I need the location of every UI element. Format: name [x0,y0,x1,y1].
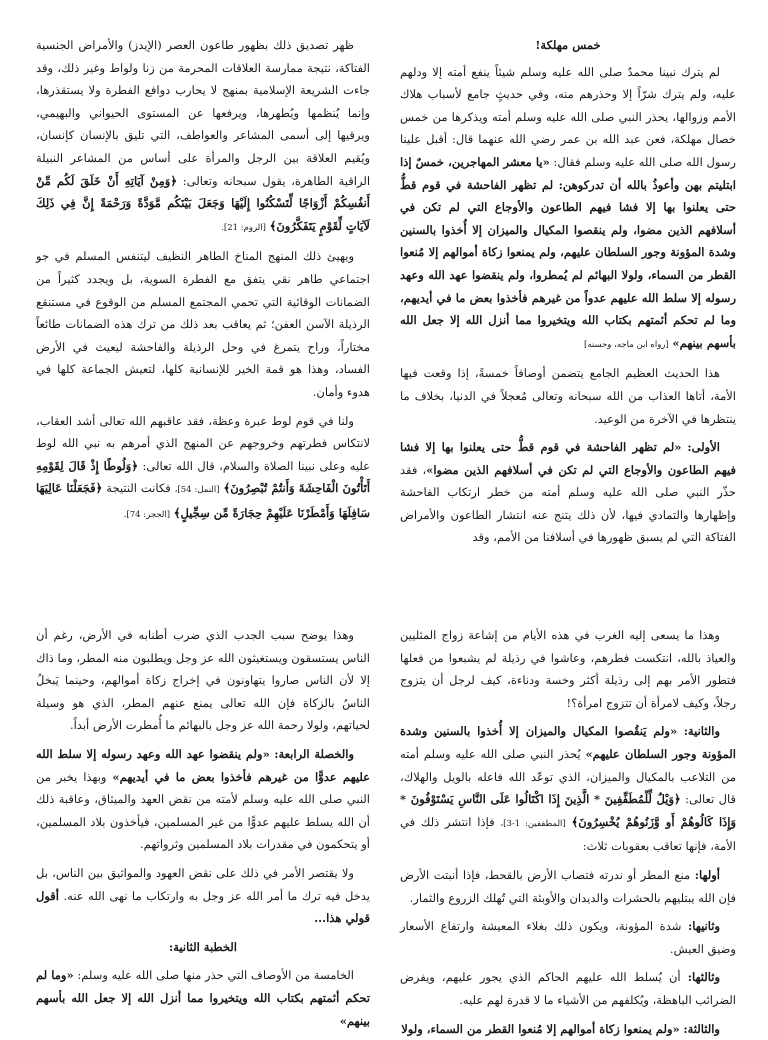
paragraph: هذا الحديث العظيم الجامع يتضمن أوصافاً خمسةً، إذا وقعت فيها الأمة، أتاها العذاب من الله سبحانه وتعالى مُعجلاً في الدنيا، بخلاف ما ينتظرها في الآخرة من الوعيد. [400,362,736,430]
paragraph-text: وبهذا يخبر من النبي صلى الله عليه وسلم لأمته من نقض العهد والميثاق، وعاقبة ذلك أن الله يسلط عليهم عدوًّا من غير المسلمين، فيأخذون بلاد المسلمين، أو يتحكمون في مقدرات بلاد المسلمين وثرواتهم. [36,770,370,852]
quran-verse: ﴿وَمِنْ آيَاتِهِ أَنْ خَلَقَ لَكُم مِّنْ أَنفُسِكُمْ أَزْوَاجًا لِّتَسْكُنُوا إِلَيْهَا وَجَعَلَ بَيْنَكُم مَّوَدَّةً وَرَحْمَةً إِنَّ فِي ذَلِكَ لَآيَاتٍ لِّقَوْمٍ يَتَفَكَّرُونَ﴾ [36,174,370,233]
paragraph-text: الخامسة من الأوصاف التي حذر منها صلى الله عليه وسلم: [77,968,354,982]
hadith-text: «يا معشر المهاجرين، خمسٌ إذا ابتليتم بهن وأعوذُ بالله أن تدركوهن: لم تظهر الفاحشة في قوم قطُّ حتى يعلنوا بها إلا فشا فيهم الطاعون والأوجاع التي لم تكن في أسلافهم الذين مضوا، ولم ينقصوا المكيال والميزان إلا أُخذوا بالسنين وشدة المؤونة وجور السلطان عليهم، ولم يمنعوا زكاة أموالهم إلا مُنعوا القطر من السماء، ولولا البهائم لم يُمطروا، ولم ينقضوا عهد الله وعهد رسوله إلا سلط الله عليهم عدواً من غيرهم فأخذوا بعض ما في أيديهم، وما لم تحكم أئمتهم بكتاب الله ويتخيروا مما أنزل الله إلا جعل الله بأسهم بينهم» [400,155,736,350]
reference: [الروم: 21]. [221,223,266,233]
reference: [رواه ابن ماجه، وحسنه] [584,340,669,350]
paragraph-text: لم يترك نبينا محمدٌ صلى الله عليه وسلم شيئاً ينفع أمته إلا ودلهم عليه، ولم يترك شرّاً إلا وحذرهم منه، وفي حديثٍ جامع لأسباب هلاك الأمم وزوالها، يحذر النبي صلى الله عليه وسلم أمته ويذكرها من خمس خصال مهلكة، فعن عبد الله بن عمر رضي الله عنهما قال: أقبل علينا رسول الله صلى الله عليه وسلم فقال: [400,65,736,169]
hadith-text: «لم تظهر الفاحشة في قوم قطُّ حتى يعلنوا بها إلا فشا فيهم الطاعون والأوجاع التي لم تكن في أسلافهم الذين مضوا» [400,440,736,477]
paragraph [400,61,736,357]
closing-phrase: أقول قولي هذا... [36,889,370,926]
paragraph-text: منع المطر أو ندرته فتصاب الأرض بالقحط، فإذا أنبتت الأرض فإن الله يبتليهم بالحشرات والديدان والأوبئة التي تُهلك الزروع والثمار. [400,868,736,905]
paragraph-text: ظهر تصديق ذلك بظهور طاعون العصر (الإيدز) والأمراض الجنسية الفتاكة، نتيجة ممارسة العلاقات المحرمة من زنا ولواط وغير ذلك، وقد جاءت الشريعة الإسلامية بمنهج لا يحارب دوافع الفطرة ولا يستقذرها، وإنما يُنظمها ويُطهرها، ويرفعها عن المستوى الحيواني والبهيمي، ويرقيها إلى أسمى المشاعر والعواطف، التي تليق بالإنسان كإنسان، ويُقيم العلاقة بين الرجل والمرأة على أساس من المشاعر النبيلة الراقية الطاهرة، يقول سبحانه وتعالى: [36,38,370,188]
paragraph-text: شدة المؤونة، ويكون ذلك بغلاء المعيشة وارتفاع الأسعار وضيق العيش. [400,919,736,956]
point-label: الأولى: [687,440,720,454]
paragraph-text: ولنا في قوم لوط عبرة وعظة، فقد عاقبهم الله تعالى أشد العقاب، لانتكاس فطرتهم وخروجهم عن المنهج الذي أمرهم به نبي الله لوط عليه وعلى نبينا الصلاة والسلام، قال الله تعالى: [36,414,370,473]
point-label: والخصلة الرابعة: [274,747,354,761]
hadith-text: «وما لم تحكم أئمتهم بكتاب الله ويتخيروا مما أنزل الله إلا جعل الله بأسهم بينهم» [36,968,370,1027]
paragraph [36,34,370,239]
quran-verse: ﴿وَيْلٌ لِّلْمُطَفِّفِينَ * الَّذِينَ إِذَا اكْتَالُوا عَلَى النَّاسِ يَسْتَوْفُونَ * وَإِذَا كَالُوهُمْ أَو وَّزَنُوهُمْ يُخْسِرُونَ﴾ [400,792,736,829]
section-heading: الخطبة الثانية: [36,936,370,959]
paragraph [36,410,370,527]
paragraph-text: فكانت النتيجة [106,481,170,495]
paragraph: وهذا يوضح سبب الجدب الذي ضرب أطنابه في الأرض، رغم أن الناس يستسقون ويستغيثون الله عز وجل ويطلبون منه المطر، وما ذاك إلا لأن الناس صاروا يتهاونون في إخراج زكاة أموالهم، وحينما يَبخلُ الناسُ بالزكاة فإن الله تعالى يمنع عنهم المطر، الذي هو وسيلة لحياتهم، ولولا رحمة الله عز وجل بالبهائم ما أُمطرت الأرض أبداً. [36,624,370,737]
hadith-text: «ولم يَنقُصوا المكيال والميزان إلا أُخذوا بالسنين وشدة المؤونة وجور السلطان عليهم» [400,724,736,761]
point-label: والثانية: [684,724,720,738]
bottom-right-column [400,624,736,1024]
paragraph-text: أن يُسلط الله عليهم الحاكم الذي يجور عليهم، ويفرض الضرائب الباهظة، ويُكلفهم من الأشياء ما لا قدرة لهم عليه. [400,970,736,1007]
paragraph-text: ، فقد حذّر النبي صلى الله عليه وسلم أمته من خطر ارتكاب الفاحشة وإظهارها والتمادي فيها، لأن ذلك يتنج عنه انتشار الطاعون والأمراض الفتاكة التي لم يسبق ظهورها في أسلافنا من الأمم، وقد [400,463,736,545]
paragraph [400,864,736,909]
point-label: والثالثة: [683,1022,720,1036]
top-left-column [36,34,370,554]
hadith-text: «ولم يمنعوا زكاة أموالهم إلا مُنعوا القطر من السماء، ولولا [401,1022,680,1036]
bottom-left-column [36,624,370,1024]
paragraph: ويهيئ ذلك المنهج المناخ الطاهر النظيف ليتنفس المسلم في جو اجتماعي طاهر نقي يتفق مع الفطرة السوية، بل ويجدد كثيراً من الضمانات الوقائية التي تحمي المجتمع المسلم من الوقوع في مستنقع الرذيلة الآسن العفن؛ ثم يعاقب بعد ذلك من ترك هذه الضمانات طائعاً مختاراً، وراح يتمرغ في وحل الرذيلة والفاحشة ليعيث في الأرض الفساد، وهذا هو قمة الخير للإنسانية كلها، لتعيش الجماعة كلها في هدوء وأمان. [36,245,370,403]
paragraph-text: ولا يقتصر الأمر في ذلك على نقض العهود والمواثيق بين الناس، بل يدخل فيه ترك ما أمر الله عز وجل به وارتكاب ما نهى الله عنه. [36,866,370,903]
paragraph [400,720,736,858]
quran-verse: ﴿فَجَعَلْنَا عَالِيَهَا سَافِلَهَا وَأَمْطَرْنَا عَلَيْهِمْ حِجَارَةً مِّن سِجِّيلٍ﴾ [36,481,370,520]
paragraph [400,436,736,549]
point-label: وثالثها: [688,970,720,984]
top-right-column [400,34,736,564]
paragraph [36,862,370,930]
reference: [النمل: 54]، [175,485,220,495]
hadith-text: «ولم ينقضوا عهد الله وعهد رسوله إلا سلط الله عليهم عدوًّا من غيرهم فأخذوا بعض ما في أيديهم» [36,747,370,784]
paragraph-text: يُحذر النبي صلى الله عليه وسلم أمته من التلاعب بالمكيال والميزان، الذي توعّد الله فاعله بالويل والهلاك، قال تعالى: [400,747,736,806]
point-label: أولها: [695,868,720,882]
paragraph [400,966,736,1011]
paragraph [400,1018,736,1040]
paragraph [36,964,370,1032]
point-label: وثانيها: [688,919,720,933]
article-title: خمس مهلكة! [400,34,736,57]
quran-verse: ﴿وَلُوطًا إِذْ قَالَ لِقَوْمِهِ أَتَأْتُونَ الْفَاحِشَةَ وَأَنتُمْ تُبْصِرُونَ﴾ [36,459,370,496]
paragraph [36,743,370,856]
reference: [المطففين: 1-3]، [500,819,565,829]
reference: [الحجر: 74]. [124,510,170,520]
paragraph-text: فإذا انتشر ذلك في الأمة، فإنها تعاقب بعقوبات ثلاث: [400,815,736,854]
paragraph: وهذا ما يسعى إليه الغرب في هذه الأيام من إشاعة زواج المثليين والعياذ بالله، انتكست فطرهم، وعاشوا في رذيلة لم يشبعوا من فعلها فتطور الأمر بهم إلى رذيلة أكثر وخسة ودناءة، كيف لرجل أن يتزوج رجلاً، وكيف لامرأة أن تتزوج امرأة؟! [400,624,736,714]
paragraph [400,915,736,960]
